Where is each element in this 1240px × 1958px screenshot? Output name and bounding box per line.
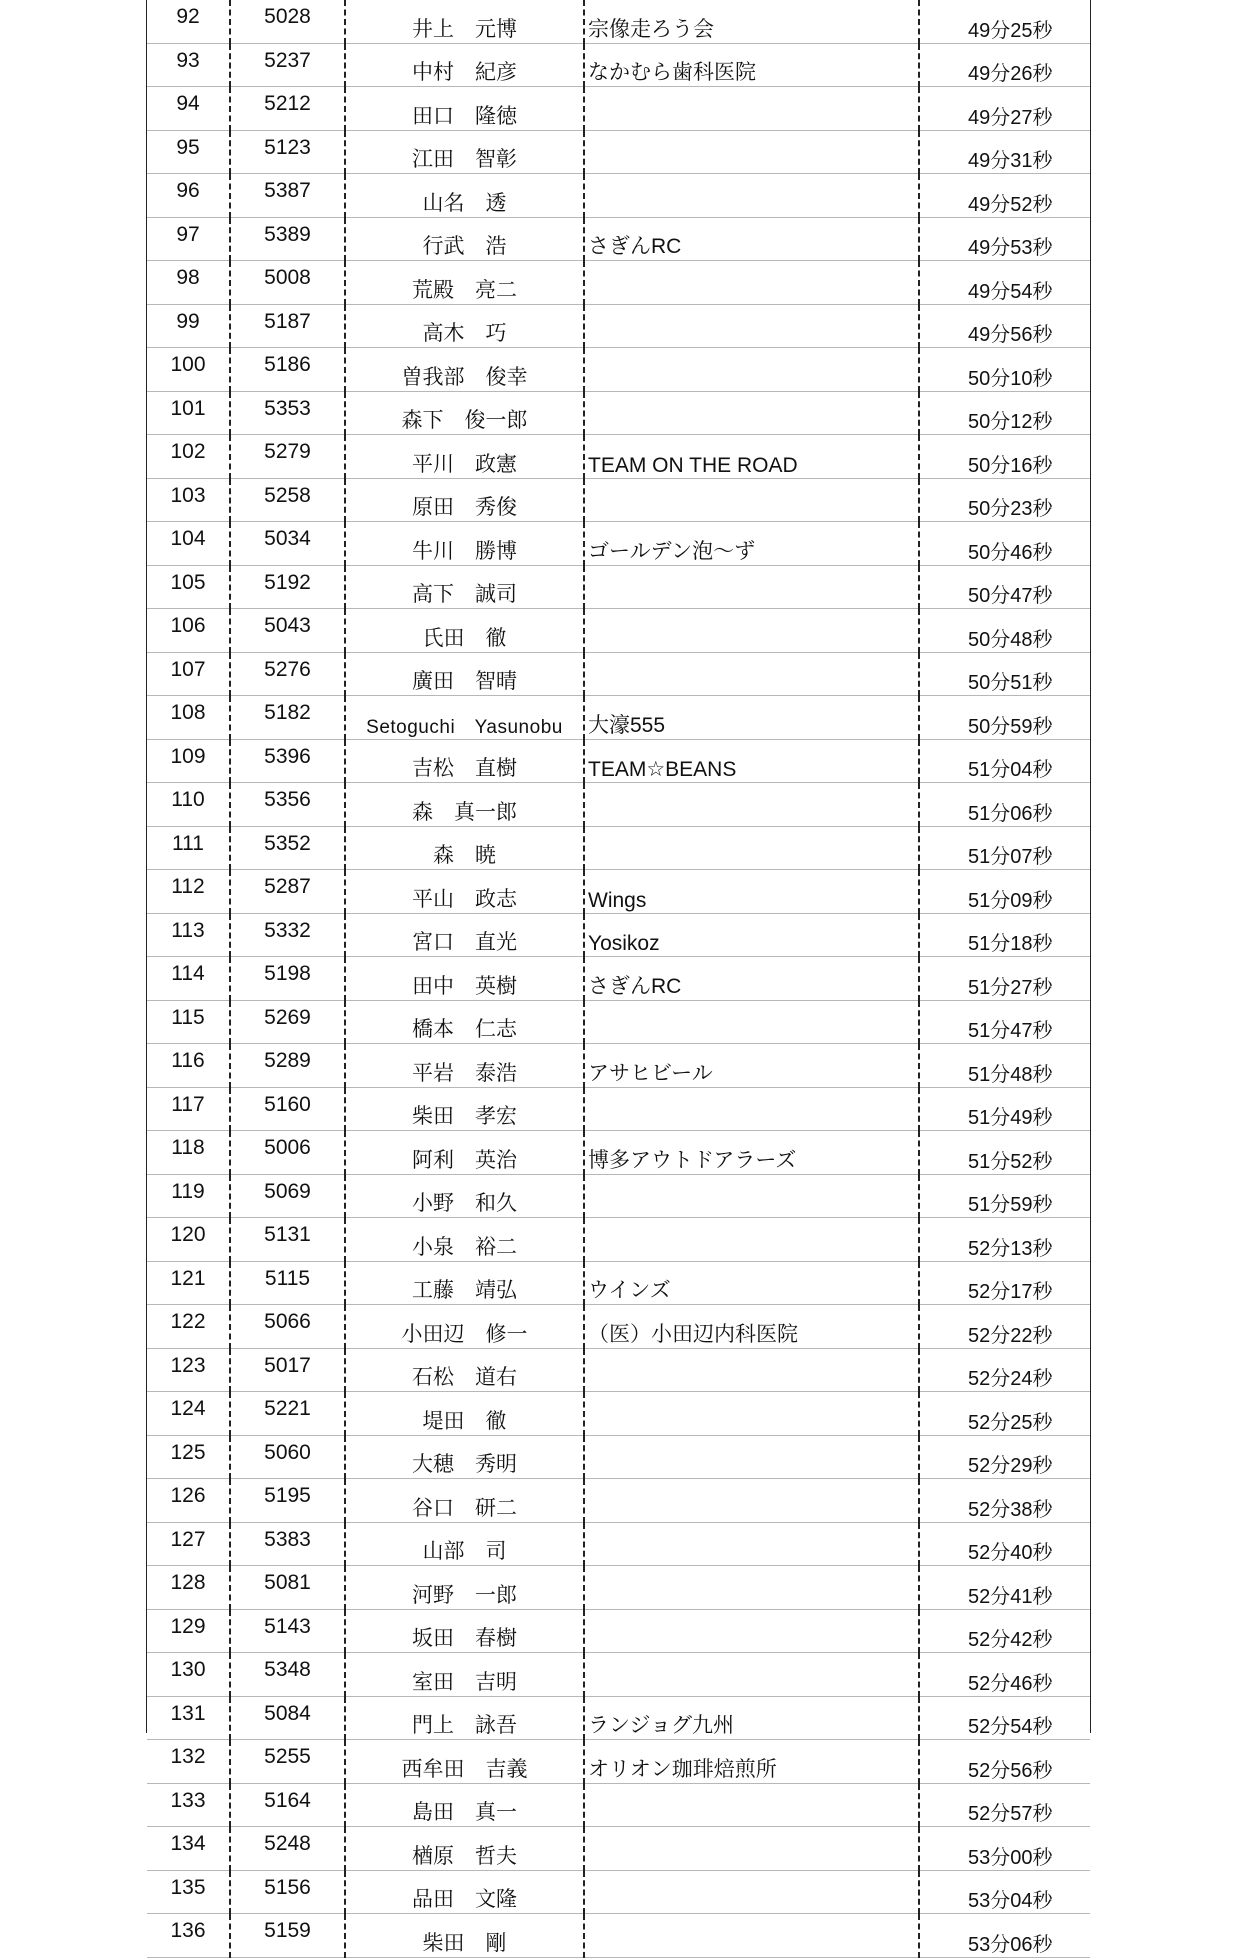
team-name-cell: アサヒビール <box>584 1044 919 1088</box>
bib-number-cell: 5396 <box>230 739 345 783</box>
finish-time-cell: 52分24秒 <box>919 1348 1090 1392</box>
rank-cell: 92 <box>147 0 230 43</box>
bib-number-cell: 5237 <box>230 43 345 87</box>
team-name-cell <box>584 1914 919 1958</box>
table-row <box>147 1348 1090 1392</box>
runner-name-cell: 山名 透 <box>345 174 584 218</box>
runner-name-cell: 森下 俊一郎 <box>345 391 584 435</box>
finish-time-cell: 52分41秒 <box>919 1566 1090 1610</box>
finish-time-cell: 50分23秒 <box>919 478 1090 522</box>
table-row <box>147 826 1090 870</box>
rank-cell: 123 <box>147 1348 230 1392</box>
finish-time-cell: 50分12秒 <box>919 391 1090 435</box>
bib-number-cell: 5387 <box>230 174 345 218</box>
runner-name-cell: 谷口 研二 <box>345 1479 584 1523</box>
rank-cell: 117 <box>147 1087 230 1131</box>
table-row <box>147 652 1090 696</box>
finish-time-cell: 52分22秒 <box>919 1305 1090 1349</box>
finish-time-cell: 51分06秒 <box>919 783 1090 827</box>
results-sheet <box>146 0 1091 1956</box>
table-row <box>147 261 1090 305</box>
rank-cell: 135 <box>147 1870 230 1914</box>
rank-cell: 109 <box>147 739 230 783</box>
bib-number-cell: 5182 <box>230 696 345 740</box>
team-name-cell <box>584 1392 919 1436</box>
rank-cell: 94 <box>147 87 230 131</box>
team-name-cell <box>584 130 919 174</box>
finish-time-cell: 50分48秒 <box>919 609 1090 653</box>
table-row <box>147 1914 1090 1958</box>
table-row <box>147 304 1090 348</box>
runner-name-cell: 門上 詠吾 <box>345 1696 584 1740</box>
finish-time-cell: 51分59秒 <box>919 1174 1090 1218</box>
runner-name-cell: 牛川 勝博 <box>345 522 584 566</box>
rank-cell: 114 <box>147 957 230 1001</box>
bib-number-cell: 5269 <box>230 1000 345 1044</box>
bib-number-cell: 5353 <box>230 391 345 435</box>
table-row <box>147 1305 1090 1349</box>
runner-name-cell: 江田 智彰 <box>345 130 584 174</box>
finish-time-cell: 49分53秒 <box>919 217 1090 261</box>
team-name-cell <box>584 348 919 392</box>
team-name-cell: 博多アウトドアラーズ <box>584 1131 919 1175</box>
team-name-cell <box>584 1783 919 1827</box>
rank-cell: 108 <box>147 696 230 740</box>
finish-time-cell: 49分56秒 <box>919 304 1090 348</box>
bib-number-cell: 5156 <box>230 1870 345 1914</box>
team-name-cell <box>584 1653 919 1697</box>
rank-cell: 131 <box>147 1696 230 1740</box>
runner-name-cell: 荒殿 亮二 <box>345 261 584 305</box>
bib-number-cell: 5279 <box>230 435 345 479</box>
bib-number-cell: 5348 <box>230 1653 345 1697</box>
rank-cell: 120 <box>147 1218 230 1262</box>
finish-time-cell: 52分42秒 <box>919 1609 1090 1653</box>
table-row <box>147 870 1090 914</box>
table-row <box>147 1522 1090 1566</box>
runner-name-cell: 西牟田 吉義 <box>345 1740 584 1784</box>
finish-time-cell: 50分10秒 <box>919 348 1090 392</box>
team-name-cell: Wings <box>584 870 919 914</box>
rank-cell: 110 <box>147 783 230 827</box>
rank-cell: 112 <box>147 870 230 914</box>
runner-name-cell: 柴田 剛 <box>345 1914 584 1958</box>
rank-cell: 122 <box>147 1305 230 1349</box>
runner-name-cell: 田中 英樹 <box>345 957 584 1001</box>
rank-cell: 111 <box>147 826 230 870</box>
rank-cell: 101 <box>147 391 230 435</box>
finish-time-cell: 50分46秒 <box>919 522 1090 566</box>
rank-cell: 132 <box>147 1740 230 1784</box>
table-row <box>147 1218 1090 1262</box>
bib-number-cell: 5123 <box>230 130 345 174</box>
finish-time-cell: 52分29秒 <box>919 1435 1090 1479</box>
team-name-cell: Yosikoz <box>584 913 919 957</box>
bib-number-cell: 5159 <box>230 1914 345 1958</box>
team-name-cell <box>584 783 919 827</box>
table-row <box>147 1044 1090 1088</box>
runner-name-cell: 工藤 靖弘 <box>345 1261 584 1305</box>
runner-name-cell: 石松 道右 <box>345 1348 584 1392</box>
bib-number-cell: 5352 <box>230 826 345 870</box>
bib-number-cell: 5198 <box>230 957 345 1001</box>
table-row <box>147 130 1090 174</box>
finish-time-cell: 51分48秒 <box>919 1044 1090 1088</box>
runner-name-cell: 山部 司 <box>345 1522 584 1566</box>
runner-name-cell: 島田 真一 <box>345 1783 584 1827</box>
runner-name-cell: 原田 秀俊 <box>345 478 584 522</box>
rank-cell: 119 <box>147 1174 230 1218</box>
finish-time-cell: 50分51秒 <box>919 652 1090 696</box>
team-name-cell: オリオン珈琲焙煎所 <box>584 1740 919 1784</box>
finish-time-cell: 51分07秒 <box>919 826 1090 870</box>
finish-time-cell: 51分52秒 <box>919 1131 1090 1175</box>
team-name-cell: なかむら歯科医院 <box>584 43 919 87</box>
finish-time-cell: 52分56秒 <box>919 1740 1090 1784</box>
bib-number-cell: 5195 <box>230 1479 345 1523</box>
finish-time-cell: 52分46秒 <box>919 1653 1090 1697</box>
team-name-cell: TEAM ON THE ROAD <box>584 435 919 479</box>
bib-number-cell: 5258 <box>230 478 345 522</box>
table-row <box>147 435 1090 479</box>
table-row <box>147 217 1090 261</box>
rank-cell: 134 <box>147 1827 230 1871</box>
table-row <box>147 391 1090 435</box>
team-name-cell: さぎんRC <box>584 957 919 1001</box>
rank-cell: 116 <box>147 1044 230 1088</box>
results-table-body <box>147 0 1090 1957</box>
team-name-cell: 大濠555 <box>584 696 919 740</box>
bib-number-cell: 5186 <box>230 348 345 392</box>
bib-number-cell: 5008 <box>230 261 345 305</box>
table-row <box>147 1870 1090 1914</box>
team-name-cell <box>584 609 919 653</box>
rank-cell: 99 <box>147 304 230 348</box>
runner-name-cell: 吉松 直樹 <box>345 739 584 783</box>
bib-number-cell: 5143 <box>230 1609 345 1653</box>
bib-number-cell: 5248 <box>230 1827 345 1871</box>
team-name-cell <box>584 1479 919 1523</box>
runner-name-cell: 室田 吉明 <box>345 1653 584 1697</box>
bib-number-cell: 5332 <box>230 913 345 957</box>
rank-cell: 125 <box>147 1435 230 1479</box>
team-name-cell <box>584 1566 919 1610</box>
team-name-cell <box>584 1870 919 1914</box>
finish-time-cell: 52分17秒 <box>919 1261 1090 1305</box>
bib-number-cell: 5115 <box>230 1261 345 1305</box>
runner-name-cell: 中村 紀彦 <box>345 43 584 87</box>
runner-name-cell: 宮口 直光 <box>345 913 584 957</box>
finish-time-cell: 49分31秒 <box>919 130 1090 174</box>
table-row <box>147 957 1090 1001</box>
rank-cell: 128 <box>147 1566 230 1610</box>
bib-number-cell: 5017 <box>230 1348 345 1392</box>
runner-name-cell: 森 真一郎 <box>345 783 584 827</box>
table-row <box>147 783 1090 827</box>
rank-cell: 133 <box>147 1783 230 1827</box>
table-row <box>147 739 1090 783</box>
finish-time-cell: 51分04秒 <box>919 739 1090 783</box>
finish-time-cell: 52分38秒 <box>919 1479 1090 1523</box>
bib-number-cell: 5043 <box>230 609 345 653</box>
team-name-cell <box>584 1522 919 1566</box>
runner-name-cell: 河野 一郎 <box>345 1566 584 1610</box>
finish-time-cell: 51分49秒 <box>919 1087 1090 1131</box>
rank-cell: 136 <box>147 1914 230 1958</box>
bib-number-cell: 5383 <box>230 1522 345 1566</box>
table-row <box>147 1609 1090 1653</box>
bib-number-cell: 5069 <box>230 1174 345 1218</box>
finish-time-cell: 50分59秒 <box>919 696 1090 740</box>
table-row <box>147 522 1090 566</box>
rank-cell: 103 <box>147 478 230 522</box>
finish-time-cell: 49分54秒 <box>919 261 1090 305</box>
rank-cell: 115 <box>147 1000 230 1044</box>
table-row <box>147 0 1090 43</box>
rank-cell: 100 <box>147 348 230 392</box>
bib-number-cell: 5187 <box>230 304 345 348</box>
runner-name-cell: 森 暁 <box>345 826 584 870</box>
rank-cell: 113 <box>147 913 230 957</box>
runner-name-cell: 井上 元博 <box>345 0 584 43</box>
runner-name-cell: 高木 巧 <box>345 304 584 348</box>
team-name-cell: 宗像走ろう会 <box>584 0 919 43</box>
table-row <box>147 87 1090 131</box>
team-name-cell <box>584 87 919 131</box>
finish-time-cell: 49分52秒 <box>919 174 1090 218</box>
table-row <box>147 1740 1090 1784</box>
bib-number-cell: 5287 <box>230 870 345 914</box>
team-name-cell <box>584 1435 919 1479</box>
finish-time-cell: 51分18秒 <box>919 913 1090 957</box>
table-row <box>147 913 1090 957</box>
finish-time-cell: 50分16秒 <box>919 435 1090 479</box>
team-name-cell <box>584 565 919 609</box>
finish-time-cell: 49分25秒 <box>919 0 1090 43</box>
rank-cell: 126 <box>147 1479 230 1523</box>
rank-cell: 129 <box>147 1609 230 1653</box>
bib-number-cell: 5276 <box>230 652 345 696</box>
finish-time-cell: 49分27秒 <box>919 87 1090 131</box>
team-name-cell <box>584 261 919 305</box>
table-row <box>147 1087 1090 1131</box>
finish-time-cell: 51分27秒 <box>919 957 1090 1001</box>
table-row <box>147 1392 1090 1436</box>
finish-time-cell: 51分09秒 <box>919 870 1090 914</box>
finish-time-cell: 50分47秒 <box>919 565 1090 609</box>
team-name-cell <box>584 1609 919 1653</box>
bib-number-cell: 5164 <box>230 1783 345 1827</box>
runner-name-cell: 平川 政憲 <box>345 435 584 479</box>
bib-number-cell: 5160 <box>230 1087 345 1131</box>
team-name-cell <box>584 1827 919 1871</box>
team-name-cell <box>584 1000 919 1044</box>
runner-name-cell: 平岩 泰浩 <box>345 1044 584 1088</box>
rank-cell: 121 <box>147 1261 230 1305</box>
rank-cell: 95 <box>147 130 230 174</box>
finish-time-cell: 52分57秒 <box>919 1783 1090 1827</box>
bib-number-cell: 5066 <box>230 1305 345 1349</box>
runner-name-cell: 平山 政志 <box>345 870 584 914</box>
runner-name-cell: 小泉 裕二 <box>345 1218 584 1262</box>
rank-cell: 130 <box>147 1653 230 1697</box>
team-name-cell: ランジョグ九州 <box>584 1696 919 1740</box>
finish-time-cell: 53分00秒 <box>919 1827 1090 1871</box>
rank-cell: 118 <box>147 1131 230 1175</box>
team-name-cell: TEAM☆BEANS <box>584 739 919 783</box>
runner-name-cell: 品田 文隆 <box>345 1870 584 1914</box>
rank-cell: 97 <box>147 217 230 261</box>
finish-time-cell: 52分54秒 <box>919 1696 1090 1740</box>
rank-cell: 96 <box>147 174 230 218</box>
table-row <box>147 174 1090 218</box>
bib-number-cell: 5131 <box>230 1218 345 1262</box>
finish-time-cell: 52分40秒 <box>919 1522 1090 1566</box>
bib-number-cell: 5081 <box>230 1566 345 1610</box>
runner-name-cell: 小野 和久 <box>345 1174 584 1218</box>
rank-cell: 93 <box>147 43 230 87</box>
table-row <box>147 609 1090 653</box>
bib-number-cell: 5356 <box>230 783 345 827</box>
table-row <box>147 1435 1090 1479</box>
bib-number-cell: 5028 <box>230 0 345 43</box>
table-row <box>147 1000 1090 1044</box>
runner-name-cell: Setoguchi Yasunobu <box>345 696 584 740</box>
results-table <box>147 0 1090 1958</box>
team-name-cell: さぎんRC <box>584 217 919 261</box>
runner-name-cell: 橋本 仁志 <box>345 1000 584 1044</box>
team-name-cell: ゴールデン泡～ず <box>584 522 919 566</box>
table-row <box>147 43 1090 87</box>
runner-name-cell: 氏田 徹 <box>345 609 584 653</box>
rank-cell: 98 <box>147 261 230 305</box>
runner-name-cell: 田口 隆徳 <box>345 87 584 131</box>
team-name-cell <box>584 174 919 218</box>
bib-number-cell: 5212 <box>230 87 345 131</box>
rank-cell: 102 <box>147 435 230 479</box>
finish-time-cell: 53分04秒 <box>919 1870 1090 1914</box>
finish-time-cell: 53分06秒 <box>919 1914 1090 1958</box>
rank-cell: 127 <box>147 1522 230 1566</box>
bib-number-cell: 5289 <box>230 1044 345 1088</box>
team-name-cell: （医）小田辺内科医院 <box>584 1305 919 1349</box>
bib-number-cell: 5389 <box>230 217 345 261</box>
team-name-cell <box>584 391 919 435</box>
bib-number-cell: 5034 <box>230 522 345 566</box>
team-name-cell <box>584 1087 919 1131</box>
runner-name-cell: 柴田 孝宏 <box>345 1087 584 1131</box>
runner-name-cell: 高下 誠司 <box>345 565 584 609</box>
runner-name-cell: 小田辺 修一 <box>345 1305 584 1349</box>
rank-cell: 124 <box>147 1392 230 1436</box>
table-row <box>147 1827 1090 1871</box>
table-row <box>147 1653 1090 1697</box>
rank-cell: 106 <box>147 609 230 653</box>
bib-number-cell: 5006 <box>230 1131 345 1175</box>
team-name-cell <box>584 1174 919 1218</box>
runner-name-cell: 廣田 智晴 <box>345 652 584 696</box>
runner-name-cell: 行武 浩 <box>345 217 584 261</box>
finish-time-cell: 52分13秒 <box>919 1218 1090 1262</box>
table-row <box>147 1479 1090 1523</box>
team-name-cell <box>584 304 919 348</box>
finish-time-cell: 52分25秒 <box>919 1392 1090 1436</box>
finish-time-cell: 49分26秒 <box>919 43 1090 87</box>
team-name-cell <box>584 652 919 696</box>
bib-number-cell: 5192 <box>230 565 345 609</box>
team-name-cell: ウインズ <box>584 1261 919 1305</box>
table-row <box>147 1566 1090 1610</box>
rank-cell: 107 <box>147 652 230 696</box>
rank-cell: 104 <box>147 522 230 566</box>
table-row <box>147 1783 1090 1827</box>
runner-name-cell: 曽我部 俊幸 <box>345 348 584 392</box>
finish-time-cell: 51分47秒 <box>919 1000 1090 1044</box>
runner-name-cell: 大穂 秀明 <box>345 1435 584 1479</box>
bib-number-cell: 5060 <box>230 1435 345 1479</box>
table-row <box>147 1131 1090 1175</box>
table-row <box>147 348 1090 392</box>
team-name-cell <box>584 478 919 522</box>
runner-name-cell: 楢原 哲夫 <box>345 1827 584 1871</box>
runner-name-cell: 堤田 徹 <box>345 1392 584 1436</box>
bib-number-cell: 5255 <box>230 1740 345 1784</box>
table-row <box>147 478 1090 522</box>
team-name-cell <box>584 1218 919 1262</box>
runner-name-cell: 阿利 英治 <box>345 1131 584 1175</box>
rank-cell: 105 <box>147 565 230 609</box>
table-row <box>147 1261 1090 1305</box>
bib-number-cell: 5084 <box>230 1696 345 1740</box>
team-name-cell <box>584 1348 919 1392</box>
runner-name-cell: 坂田 春樹 <box>345 1609 584 1653</box>
team-name-cell <box>584 826 919 870</box>
bib-number-cell: 5221 <box>230 1392 345 1436</box>
table-row <box>147 1174 1090 1218</box>
table-row <box>147 565 1090 609</box>
table-row <box>147 696 1090 740</box>
